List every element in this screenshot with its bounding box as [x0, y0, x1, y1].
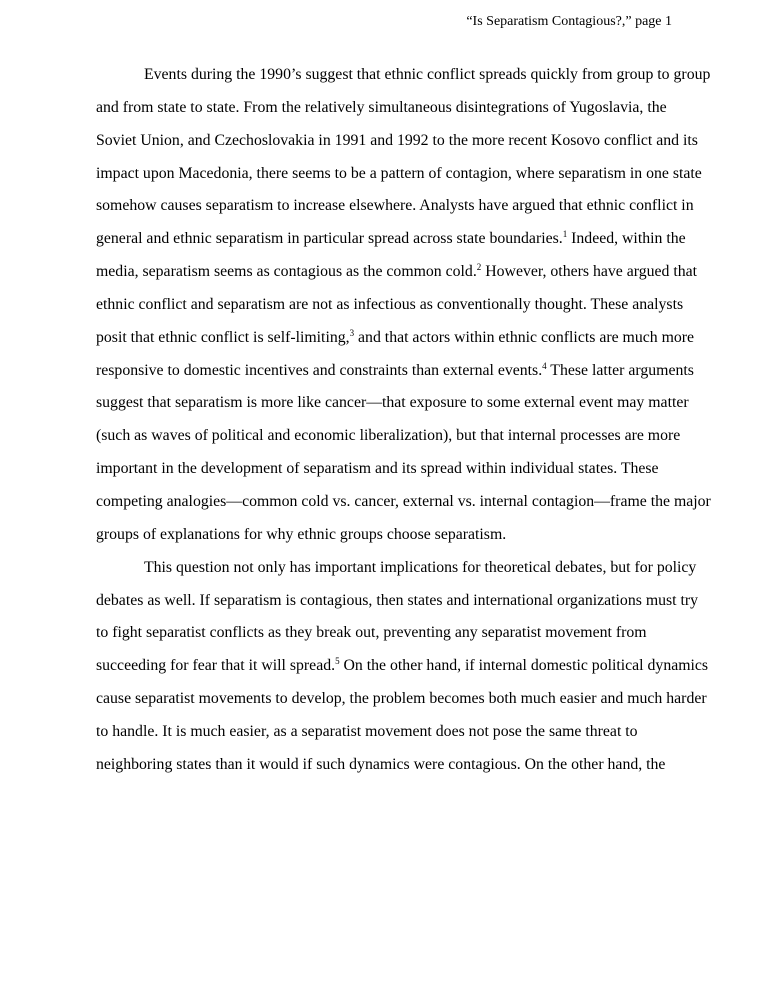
text-run: debates as well. If separatism is contagious, then states and international organizations must try	[96, 591, 699, 609]
text-run: Events during the 1990’s suggest that ethnic conflict spreads quickly from group to group	[144, 66, 711, 83]
paragraph	[96, 64, 711, 557]
text-run: These latter arguments	[546, 361, 694, 379]
text-run: general and ethnic separatism in particular spread across state boundaries.	[96, 230, 563, 248]
text-line	[96, 622, 692, 655]
text-run: (such as waves of political and economic liberalization), but that internal processes are more	[96, 427, 681, 445]
text-run: On the other hand, if internal domestic political dynamics	[339, 657, 709, 675]
text-line	[96, 130, 698, 163]
text-run: important in the development of separatism and its spread within individual states. These	[96, 460, 659, 478]
text-line	[96, 392, 692, 425]
text-run: Indeed, within the	[567, 230, 686, 248]
text-run: competing analogies—common cold vs. cancer, external vs. internal contagion—frame the major	[96, 492, 711, 510]
text-line	[96, 64, 711, 97]
text-line	[96, 557, 697, 590]
footnote-marker: 1	[562, 229, 568, 240]
text-run: However, others have argued that	[481, 263, 698, 281]
text-line	[96, 261, 698, 294]
text-run: suggest that separatism is more like cancer—that exposure to some external event may matter	[96, 394, 689, 412]
text-line	[96, 458, 692, 491]
paragraph	[96, 557, 709, 787]
text-run: impact upon Macedonia, there seems to be a pattern of contagion, where separatism in one state	[96, 164, 702, 182]
text-run: to fight separatist conflicts as they break out, preventing any separatist movement from	[96, 624, 647, 642]
text-line	[96, 590, 699, 623]
text-line	[96, 688, 707, 721]
running-header: “Is Separatism Contagious?,” page 1	[466, 14, 672, 29]
text-run: to handle. It is much easier, as a separatist movement does not pose the same threat to	[96, 722, 638, 740]
text-run: cause separatist movements to develop, the problem becomes both much easier and much harder	[96, 690, 707, 708]
text-line	[96, 294, 692, 327]
footnote-marker: 2	[476, 262, 482, 273]
text-line	[96, 491, 711, 524]
text-line	[96, 721, 692, 754]
text-line	[96, 327, 695, 360]
footnote-marker: 4	[542, 360, 547, 371]
text-run: groups of explanations for why ethnic groups choose separatism.	[96, 525, 507, 543]
text-line	[96, 655, 709, 688]
text-run: Soviet Union, and Czechoslovakia in 1991 and 1992 to the more recent Kosovo conflict and its	[96, 131, 698, 149]
text-line	[96, 425, 692, 458]
text-line	[96, 524, 692, 557]
text-run: ethnic conflict and separatism are not as infectious as conventionally thought. These analysts	[96, 295, 684, 313]
text-run: and that actors within ethnic conflicts are much more	[354, 328, 695, 346]
text-run: media, separatism seems as contagious as the common cold.	[96, 263, 477, 281]
footnote-marker: 3	[349, 327, 355, 338]
text-run: somehow causes separatism to increase elsewhere. Analysts have argued that ethnic conflict in	[96, 197, 694, 215]
text-line	[96, 228, 692, 261]
footnote-marker: 5	[335, 656, 340, 667]
text-run: neighboring states than it would if such dynamics were contagious. On the other hand, the	[96, 755, 666, 773]
text-run: responsive to domestic incentives and constraints than external events.	[96, 361, 543, 379]
text-run: posit that ethnic conflict is self-limiting,	[96, 328, 350, 346]
text-line	[96, 195, 692, 228]
text-line	[96, 754, 692, 787]
body-text	[96, 64, 711, 787]
text-run: and from state to state. From the relatively simultaneous disintegrations of Yugoslavia, the	[96, 98, 667, 116]
text-run: succeeding for fear that it will spread.	[96, 657, 336, 675]
text-line	[96, 360, 692, 393]
text-run: This question not only has important implications for theoretical debates, but for policy	[144, 558, 697, 576]
text-line	[96, 97, 692, 130]
text-line	[96, 163, 702, 196]
